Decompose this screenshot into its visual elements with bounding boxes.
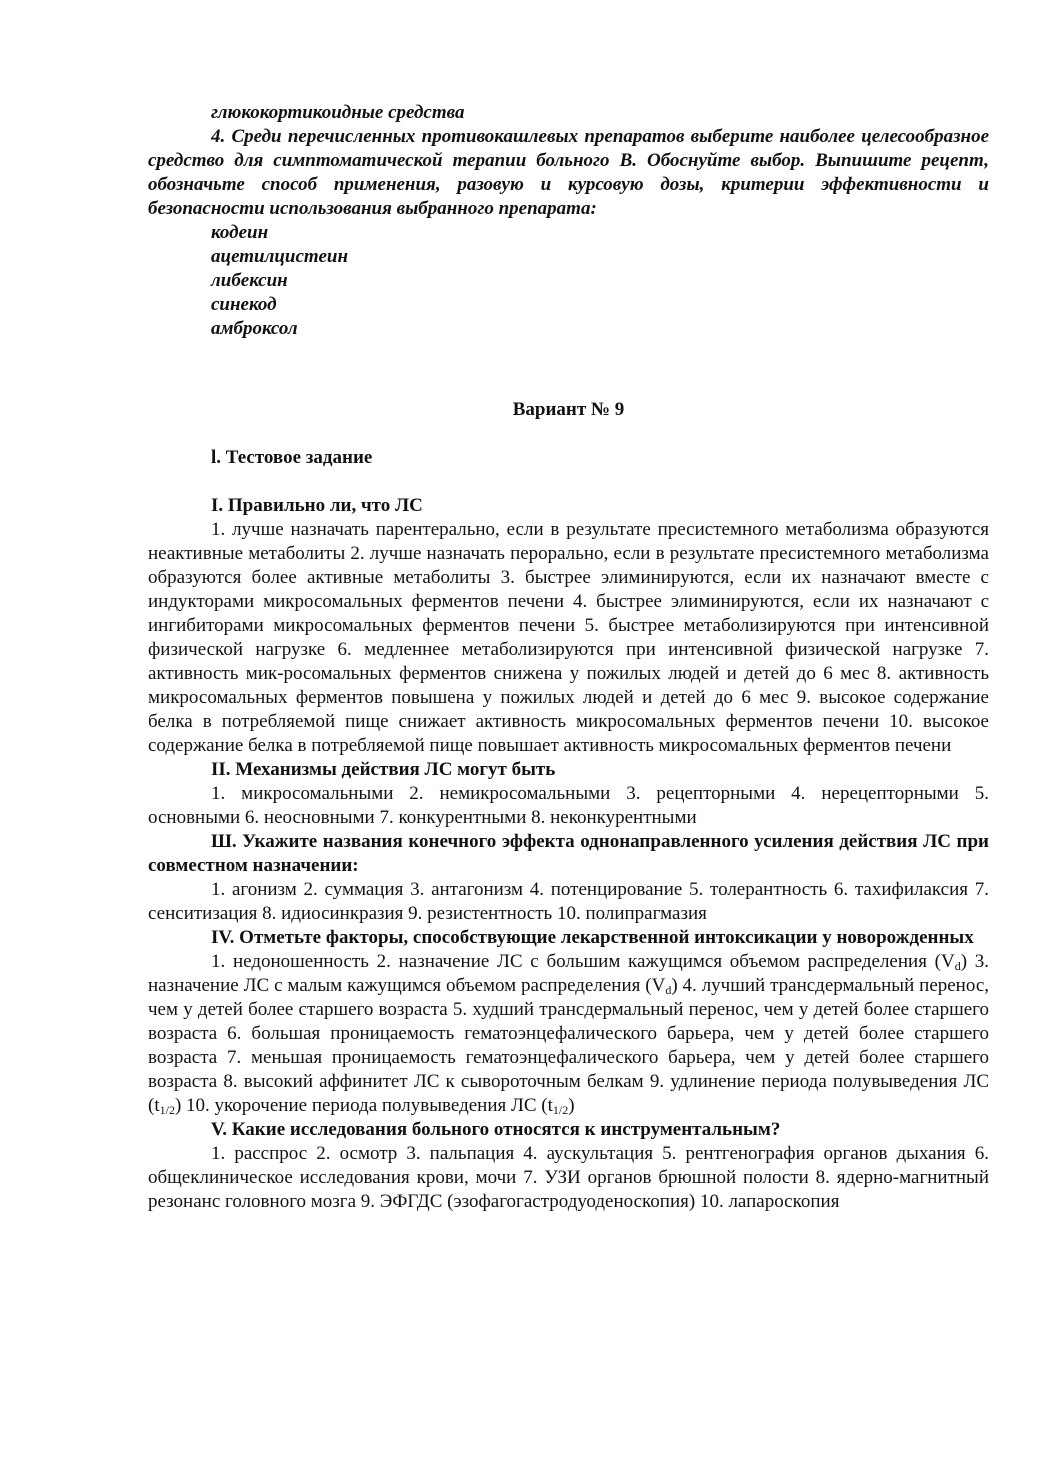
subscript-half: 1/2: [552, 1103, 569, 1117]
drug-option: синекод: [211, 294, 277, 315]
section-3-body: 1. агонизм 2. суммация 3. антагонизм 4. потенцирование 5. толерантность 6. тахифилаксия 7. сенситизация 8. идиосинкразия 9. резистентность 10. полипрагмазия: [148, 879, 989, 924]
section-4-text: 1. недоношенность 2. назначение ЛС с большим кажущимся объемом распределения (V: [211, 951, 955, 972]
test-heading: l. Тестовое задание: [211, 447, 373, 468]
section-5-body: 1. расспрос 2. осмотр 3. пальпация 4. аускультация 5. рентгенография органов дыхания 6. общеклиническое исследования крови, мочи 7. УЗИ органов брюшной полости 8. ядерно-магнитный резонанс головного мозга 9. ЭФГДС (эзофагогастродуоденоскопия) 10. лапароскопия: [148, 1143, 989, 1212]
section-3-heading: Ш. Укажите названия конечного эффекта однонаправленного усиления действия ЛС при совместном назначении:: [148, 831, 989, 876]
section-2-heading: II. Механизмы действия ЛС могут быть: [211, 759, 556, 780]
drug-options-list: [148, 221, 989, 341]
section-4-text: ) 4. лучший трансдермальный перенос, чем у детей более старшего возраста 5. худший трансдермальный перенос, чем у детей более старшего возраста 6. большая проницаемость гематоэнцефалического барьера, чем у детей более старшего возраста 7. меньшая проницаемость гематоэнцефалического барьера, чем у детей более старшего возраста 8. высокий аффинитет ЛС к сывороточным белкам 9. удлинение периода полувыведения ЛС (t: [148, 975, 990, 1116]
variant-title: Вариант № 9: [512, 399, 625, 420]
drug-option: либексин: [211, 270, 288, 291]
section-4-body: [148, 950, 989, 1118]
subscript-d: d: [665, 983, 672, 997]
drug-option: амброксол: [211, 318, 298, 339]
drug-option: ацетилцистеин: [211, 246, 348, 267]
section-2-body: 1. микросомальными 2. немикросомальными 3. рецепторными 4. нерецепторными 5. основными 6. неосновными 7. конкурентными 8. неконкурентными: [148, 783, 989, 828]
carry-over-line: глюкокортикоидные средства: [211, 102, 465, 123]
section-5-heading: V. Какие исследования больного относятся к инструментальным?: [211, 1119, 781, 1140]
subscript-d: d: [954, 959, 961, 973]
drug-option: кодеин: [211, 222, 269, 243]
section-1-heading: I. Правильно ли, что ЛС: [211, 495, 423, 516]
section-4-text: ) 3. назначение ЛС с малым кажущимся объемом распределения (V: [148, 951, 990, 996]
section-4-text: ) 10. укорочение периода полувыведения ЛС (t: [174, 1095, 553, 1116]
section-4-heading: IV. Отметьте факторы, способствующие лекарственной интоксикации у новорожденных: [211, 927, 974, 948]
subscript-half: 1/2: [159, 1103, 175, 1117]
section-1-body: 1. лучше назначать парентерально, если в результате пресистемного метаболизма образуются неактивные метаболиты 2. лучше назначать перорально, если в результате пресистемного метаболизма образуются более активные метаболиты 3. быстрее элиминируются, если их назначают вместе с индукторами микросомальных ферментов печени 4. быстрее элиминируются, если их назначают с ингибиторами микросомальных ферментов печени 5. быстрее метаболизируются при интенсивной физической нагрузке 6. медленнее метаболизируются при интенсивной физической нагрузке 7. активность мик-росомальных ферментов снижена у пожилых людей и детей до 6 мес 8. активность микросомальных ферментов повышена у пожилых людей и детей до 6 мес 9. высокое содержание белка в потребляемой пище снижает активность микросомальных ферментов печени 10. высокое содержание белка в потребляемой пище повышает активность микросомальных ферментов печени: [148, 519, 989, 756]
question-4: 4. Среди перечисленных противокашлевых препаратов выберите наиболее целесообразное средство для симптоматической терапии больного В. Обоснуйте выбор. Выпишите рецепт, обозначьте способ применения, разовую и курсовую дозы, критерии эффективности и безопасности использования выбранного препарата:: [148, 126, 989, 219]
section-4-text: ): [568, 1095, 575, 1116]
